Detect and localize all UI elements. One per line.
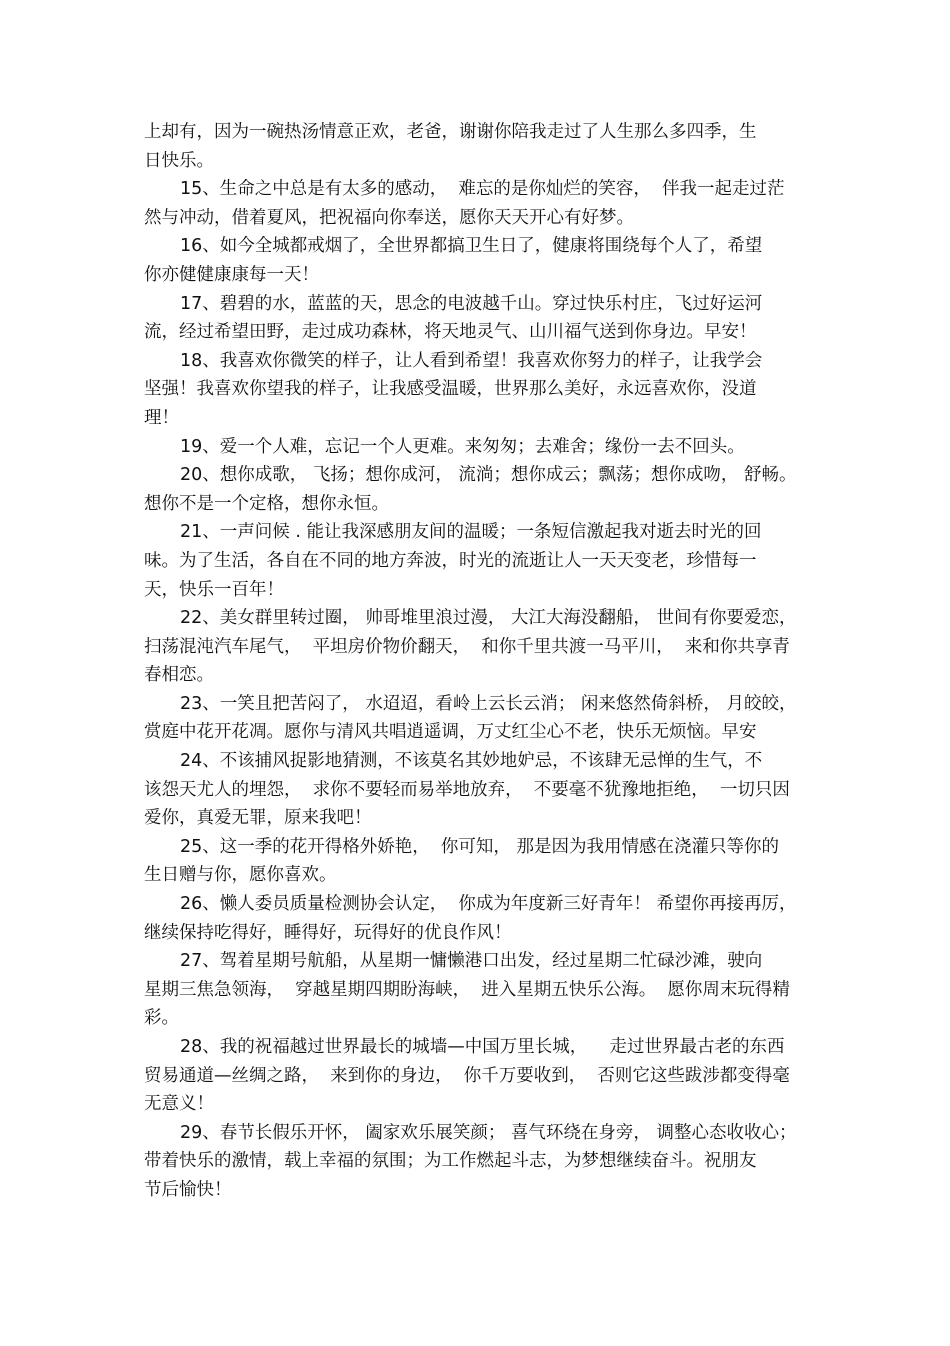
text-line: 21、一声问候 . 能让我深感朋友间的温暖；一条短信激起我对逝去时光的回: [180, 522, 762, 543]
text-line: 贸易通道—丝绸之路， 来到你的身边， 你千万要收到， 否则它这些跋涉都变得毫: [144, 1065, 790, 1086]
text-line: 28、我的祝福越过世界最长的城墙—中国万里长城， 走过世界最古老的东西: [180, 1037, 785, 1057]
text-line: 你亦健健康康每一天！: [144, 264, 319, 285]
text-line: 23、一笑且把苦闷了， 水迢迢，看岭上云长云消； 闲来悠然倚斜桥， 月皎皎，: [180, 693, 797, 714]
text-line: 15、生命之中总是有太多的感动， 难忘的是你灿烂的笑容， 伴我一起走过茫: [180, 179, 785, 200]
text-line: 继续保持吃得好，睡得好，玩得好的优良作风！: [144, 922, 512, 943]
text-line: 想你不是一个定格，想你永恒。: [144, 493, 389, 514]
text-line: 坚强！我喜欢你望我的样子，让我感受温暖，世界那么美好，永远喜欢你，没道: [144, 379, 757, 400]
text-line: 16、如今全城都戒烟了，全世界都搞卫生日了，健康将围绕每个人了，希望: [180, 236, 763, 257]
text-line: 日快乐。: [144, 150, 214, 171]
text-line: 18、我喜欢你微笑的样子，让人看到希望！我喜欢你努力的样子，让我学会: [180, 350, 763, 371]
document-body: [144, 118, 804, 1205]
text-line: 上却有，因为一碗热汤情意正欢，老爸，谢谢你陪我走过了人生那么多四季，生: [144, 122, 757, 142]
text-line: 爱你，真爱无罪，原来我吧！: [144, 808, 372, 829]
text-line: 彩。: [144, 1008, 179, 1029]
text-line: 带着快乐的激情，载上幸福的氛围；为工作燃起斗志，为梦想继续奋斗。祝朋友: [144, 1151, 757, 1172]
text-line: 节后愉快！: [144, 1179, 232, 1200]
text-line: 扫荡混沌汽车尾气， 平坦房价物价翻天， 和你千里共渡一马平川， 来和你共享青: [144, 636, 790, 657]
text-line: 25、这一季的花开得格外娇艳， 你可知， 那是因为我用情感在浇灌只等你的: [180, 836, 779, 857]
text-line: 流，经过希望田野，走过成功森林，将天地灵气、山川福气送到你身边。早安！: [144, 322, 757, 343]
text-line: 无意义！: [144, 1094, 214, 1115]
text-line: 17、碧碧的水，蓝蓝的天，思念的电波越千山。穿过快乐村庄，飞过好运河: [180, 293, 763, 314]
text-line: 星期三焦急领海， 穿越星期四期盼海峡， 进入星期五快乐公海。 愿你周末玩得精: [144, 979, 790, 1000]
text-line: 29、春节长假乐开怀， 阖家欢乐展笑颜； 喜气环绕在身旁， 调整心态收收心；: [180, 1122, 797, 1143]
text-line: 生日赠与你，愿你喜欢。: [144, 865, 337, 886]
text-line: 该怨天尤人的埋怨， 求你不要轻而易举地放弃， 不要毫不犹豫地拒绝， 一切只因: [144, 779, 790, 800]
text-line: 19、爱一个人难，忘记一个人更难。来匆匆；去难舍；缘份一去不回头。: [180, 436, 745, 457]
text-line: 春相恋。: [144, 665, 214, 686]
text-line: 理！: [144, 407, 179, 428]
text-line: 26、懒人委员质量检测协会认定， 你成为年度新三好青年！ 希望你再接再厉，: [180, 894, 797, 915]
text-line: 赏庭中花开花凋。愿你与清风共唱逍遥调，万丈红尘心不老，快乐无烦恼。早安: [144, 722, 757, 743]
text-line: 27、驾着星期号航船，从星期一慵懒港口出发，经过星期二忙碌沙滩，驶向: [180, 951, 763, 972]
text-line: 天，快乐一百年！: [144, 579, 284, 600]
text-line: 20、想你成歌， 飞扬；想你成河， 流淌；想你成云；飘荡；想你成吻， 舒畅。: [180, 465, 797, 486]
text-line: 24、不该捕风捉影地猜测，不该莫名其妙地妒忌，不该肆无忌惮的生气，不: [180, 751, 763, 772]
text-line: 味。为了生活，各自在不同的地方奔波，时光的流逝让人一天天变老，珍惜每一: [144, 550, 757, 571]
text-line: 然与冲动，借着夏风，把祝福向你奉送，愿你天天开心有好梦。: [144, 207, 634, 228]
text-line: 22、美女群里转过圈， 帅哥堆里浪过漫， 大江大海没翻船， 世间有你要爱恋，: [180, 608, 797, 629]
